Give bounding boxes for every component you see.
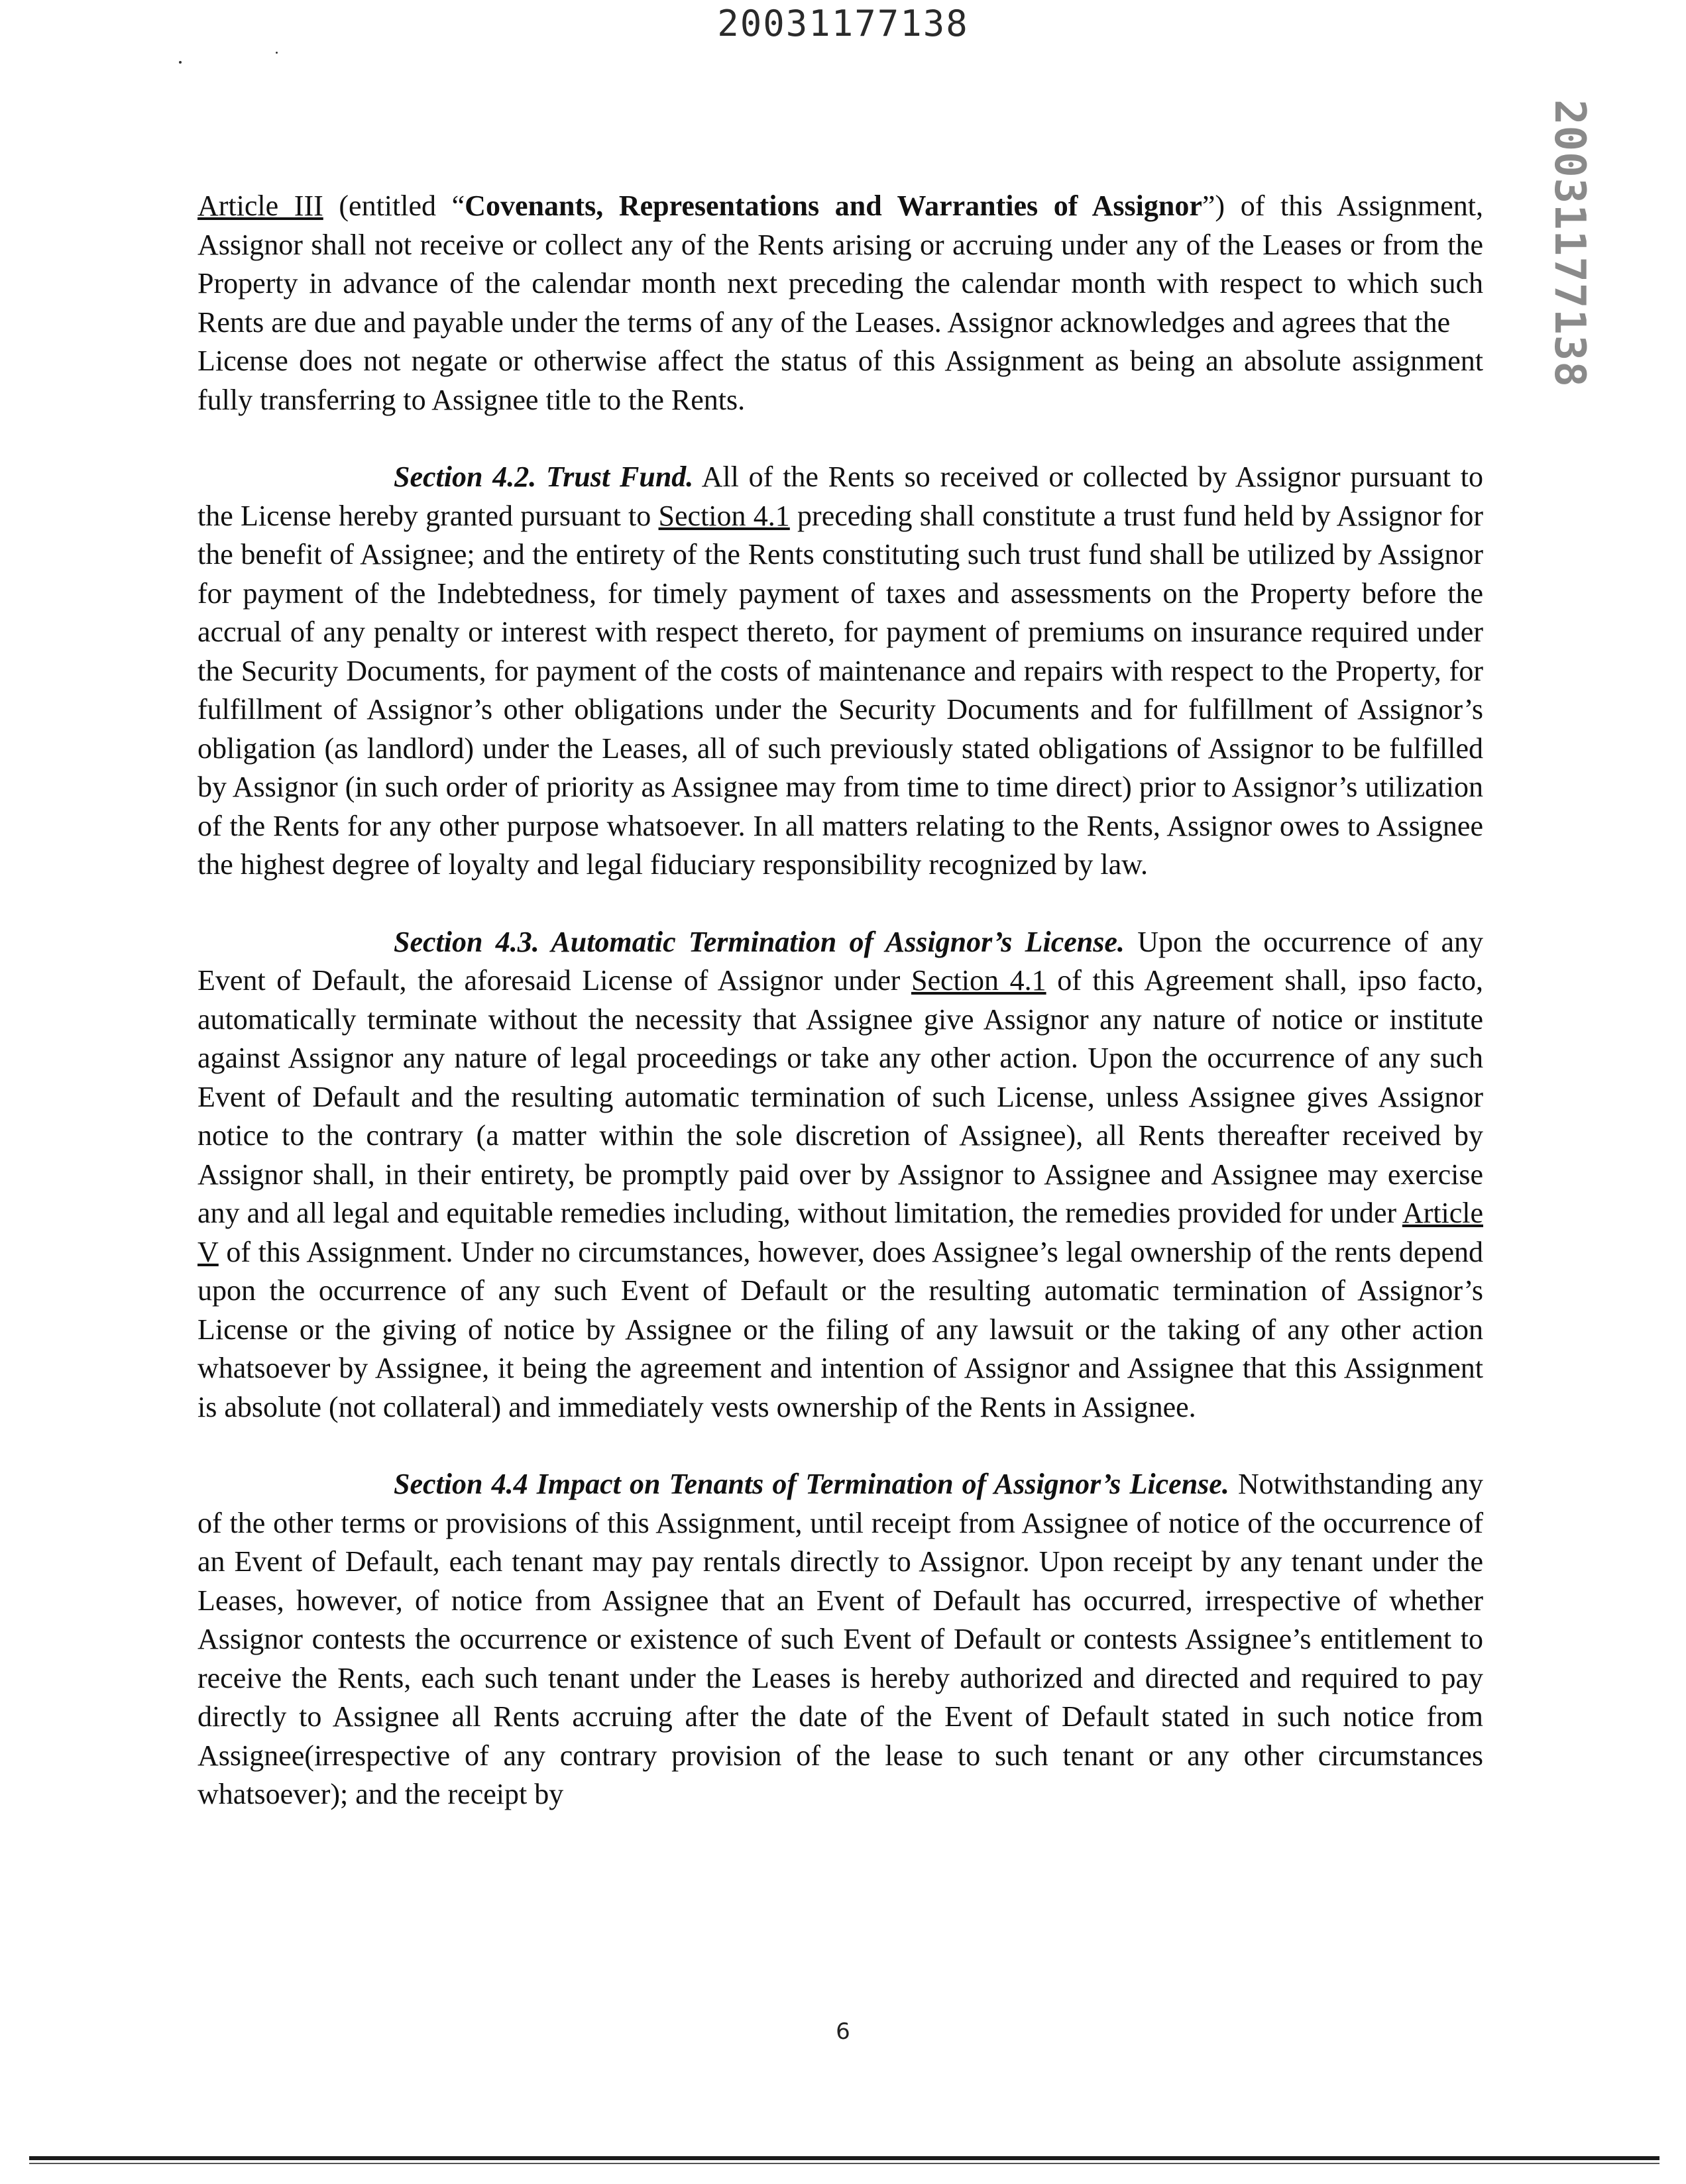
bottom-rule-thin xyxy=(29,2163,1659,2164)
article-iii-reference: Article III xyxy=(197,190,323,222)
article-v-reference: Article V xyxy=(197,1197,1483,1268)
section-4-4: Section 4.4 Impact on Tenants of Termination of Assignor’s License. Notwithstanding any of the other terms or provisions of this Assignment, until receipt from Assignee of notice of the occurrence of an Event of Default, each tenant may pay rentals directly to Assignor. Upon receipt by any tenant under the Leases, however, of notice from Assignee that an Event of Default has occurred, irrespective of whether Assignor contests the occurrence or existence of such Event of Default or contests Assignee’s entitlement to receive the Rents, each such tenant under the Leases is hereby authorized and directed and required to pay directly to Assignee all Rents accruing after the date of the Event of Default stated in such notice from Assignee(irrespective of any contrary provision of the lease to such tenant or any other circumstances whatsoever); and the receipt by xyxy=(197,1468,1484,1810)
document-number: 20031177138 xyxy=(717,3,969,44)
covenants-title: Covenants, Representations and Warranties of Assignor xyxy=(465,190,1202,222)
bottom-rule xyxy=(29,2156,1659,2160)
paragraph-gap xyxy=(197,1427,1483,1465)
section-4-3: Section 4.3. Automatic Termination of Assignor’s License. Upon the occurrence of any Event of Default, the aforesaid License of Assignor under Section 4.1 of this Agreement shall, ipso facto, automatically terminate without the necessity that Assignee give Assignor any nature of notice or institute against Assignor any nature of legal proceedings or take any other action. Upon the occurrence of any such Event of Default and the resulting automatic termination of such License, unless Assignee gives Assignor notice to the contrary (a matter within the sole discretion of Assignee), all Rents thereafter received by Assignor shall, in their entirety, be promptly paid over by Assignor to Assignee and Assignee may exercise any and all legal and equitable remedies including, without limitation, the remedies provided for under Article V of this Assignment. Under no circumstances, however, does Assignee’s legal ownership of the rents depend upon the occurrence of any such Event of Default or the resulting automatic termination of Assignor’s License or the giving of notice by Assignee or the filing of any lawsuit or the taking of any other action whatsoever by Assignee, it being the agreement and intention of Assignor and Assignee that this Assignment is absolute (not collateral) and immediately vests ownership of the Rents in Assignee. xyxy=(197,925,1483,1423)
page-number: 6 xyxy=(836,2018,850,2045)
section-4-3-heading: Section 4.3. Automatic Termination of Assignor’s License. xyxy=(394,925,1125,958)
section-4-1-reference: Section 4.1 xyxy=(911,964,1046,997)
paragraph-gap xyxy=(197,885,1483,923)
scan-speck xyxy=(276,52,278,54)
paragraph-license-status: License does not negate or otherwise affect the status of this Assignment as being an absolute assignment fully transferring to Assignee title to the Rents. xyxy=(197,345,1483,416)
scan-speck xyxy=(179,61,182,64)
paragraph-article-iii: Article III (entitled “Covenants, Representations and Warranties of Assignor”) of this Assignment, Assignor shall not receive or collect any of the Rents arising or accruing under any of the Leases or from the Property in advance of the calendar month next preceding the calendar month with respect to which such Rents are due and payable under the terms of any of the Leases. Assignor acknowledges and agrees that the xyxy=(197,190,1484,339)
section-4-1-reference: Section 4.1 xyxy=(658,499,790,532)
document-body xyxy=(197,187,1483,1814)
section-4-2: Section 4.2. Trust Fund. All of the Rents so received or collected by Assignor pursuant to the License hereby granted pursuant to Section 4.1 preceding shall constitute a trust fund held by Assignor for the benefit of Assignee; and the entirety of the Rents constituting such trust fund shall be utilized by Assignor for payment of the Indebtedness, for timely payment of taxes and assessments on the Property before the accrual of any penalty or interest with respect thereto, for payment of premiums on insurance required under the Security Documents, for payment of the costs of maintenance and repairs with respect to the Property, for fulfillment of Assignor’s other obligations under the Security Documents and for fulfillment of Assignor’s obligation (as landlord) under the Leases, all of such previously stated obligations of Assignor to be fulfilled by Assignor (in such order of priority as Assignee may from time to time direct) prior to Assignor’s utilization of the Rents for any other purpose whatsoever. In all matters relating to the Rents, Assignor owes to Assignee the highest degree of loyalty and legal fiduciary responsibility recognized by law. xyxy=(197,461,1483,881)
section-4-2-heading: Section 4.2. Trust Fund. xyxy=(394,461,694,493)
paragraph-gap xyxy=(197,419,1483,458)
section-4-4-heading: Section 4.4 Impact on Tenants of Termination of Assignor’s License. xyxy=(394,1468,1229,1500)
side-stamp-number: 20031177138 xyxy=(1545,99,1594,388)
